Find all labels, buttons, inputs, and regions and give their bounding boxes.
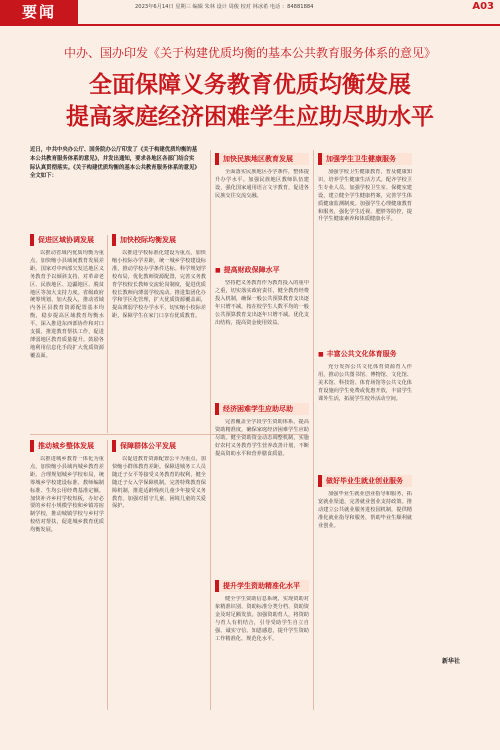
- section-title-regional: 促进区域协调发展: [30, 234, 104, 246]
- headline-kicker: 中办、国办印发《关于构建优质均衡的基本公共教育服务体系的意见》: [63, 46, 436, 60]
- section-body-regional: 以推动省域内优质均衡为重点，加快缩小县域间教育发展差距。国家对中西部欠发达地区义务教育予以倾斜支持，对革命老区、民族地区、边疆地区、脱贫地区等加大支持力度。省级政府统筹规划、加大投入，推动省域内各区县教育资源配置基本均衡，稳步提高区域教育均衡水平。深入推进东西部协作和对口支援，推进教育帮扶工作，促进薄弱地区教育质量提升。鼓励各地利用信息化手段扩大优质资源覆盖面。: [30, 250, 104, 359]
- section-body-urban-rural: 以推进城乡教育一体化为重点，加快缩小县域内城乡教育差距。合理规划城乡学校布局，统筹城乡学校建设标准、教师编制标准、生均公用经费基准定额。加快补齐乡村学校短板，办好必要的乡村小规模学校和乡镇寄宿制学校，推动城镇学校与乡村学校结对帮扶，促进城乡教育优质均衡发展。: [30, 456, 104, 534]
- section-body-ethnic-regions: 全面落实民族地区办学条件，整体提升办学水平。加强民族地区教师队伍建设，强化国家通用语言文字教育，促进各民族交往交流交融。: [215, 169, 309, 199]
- section-body-precision-aid: 健全学生资助信息系统，实现资助对象精准识别、资助标准分类分档、资助资金及时足额发放。加强资助育人，将资助与育人有机结合，引导受助学生自立自强、诚实守信、知恩感恩，提升学生资助工作精准化、规范化水平。: [215, 596, 309, 642]
- section-body-aid: 完善覆盖全学段学生资助体系，提高资助精准度，确保家庭经济困难学生应助尽助。健全资助资金动态调整机制，实施好农村义务教育学生营养改善计划，不断提高资助水平和营养膳食质量。: [215, 419, 309, 457]
- column-divider: [107, 440, 108, 710]
- headline-title-line-1: 全面保障义务教育优质均衡发展: [89, 72, 411, 98]
- section-title-aid: 经济困难学生应助尽助: [215, 403, 309, 415]
- section-title-group-fairness: 保障群体公平发展: [112, 440, 206, 452]
- column-divider: [210, 150, 211, 710]
- section-body-culture-sports: 充分发挥公共文化体育资源育人作用，推动公共图书馆、博物馆、文化馆、美术馆、科技馆、体育场馆等公共文化体育设施向学生免费或优惠开放，丰富学生课外生活，拓展学生校外活动空间。: [318, 364, 412, 402]
- section-body-school-balance: 以推进学校标准化建设为重点，加快缩小校际办学差距，统一城乡学校建设标准，推动学校办学条件达标。科学规划学校布局，优化教师资源配置，完善义务教育学校校长教师交流轮岗制度，促进优质校长教师向薄弱学校流动。推进集团化办学和学区化管理，扩大优质资源覆盖面，提高薄弱学校办学水平，切实缩小校际差距，保障学生在家门口享有优质教育。: [112, 250, 206, 320]
- section-title-school-balance: 加快校际均衡发展: [112, 234, 206, 246]
- masthead-info: 2023年6月14日 星期三 编辑 朱林 设计 周俊 校对 林冰希 电话 ：84881884: [135, 4, 314, 10]
- section-title-fiscal: ■ 提高财政保障水平: [215, 264, 309, 276]
- section-body-group-fairness: 以促进教育资源配置公平为重点，加快缩小群体教育差距。保障进城务工人员随迁子女平等接受义务教育的权利，健全随迁子女入学保障机制。完善特殊教育保障机制，推进适龄残疾儿童少年接受义务教育。加强对留守儿童、困境儿童的关爱保护。: [112, 456, 206, 510]
- section-title-employment: 做好毕业生就业创业服务: [318, 475, 412, 487]
- section-body-health: 加强学校卫生健康教育，普及健康知识，培养学生健康生活方式。配齐学校卫生专业人员，加强学校卫生室、保健室建设，建立健全学生健康档案，完善学生体质健康监测制度。加强学生心理健康教育和服务，强化学生近视、肥胖等防控，提升学生健康素养和体质健康水平。: [318, 169, 412, 223]
- top-rule: [0, 24, 500, 26]
- section-title-culture-sports: ■ 丰富公共文化体育服务: [318, 348, 412, 360]
- section-tag: 要闻: [0, 0, 78, 24]
- column-divider: [313, 150, 314, 710]
- section-body-employment: 加强毕业生就业创业指导和服务，拓宽就业渠道，完善就业创业支持政策。推动建立公共就业服务进校园机制，提供精准化就业指导和服务，帮助毕业生顺利就业创业。: [318, 491, 412, 529]
- news-agency-credit: 新华社: [442, 658, 461, 665]
- section-title-urban-rural: 推动城乡整体发展: [30, 440, 104, 452]
- page-number: A03: [472, 1, 494, 12]
- column-divider: [107, 235, 108, 433]
- headline-title-line-2: 提高家庭经济困难学生应助尽助水平: [66, 104, 434, 130]
- lead-paragraph: 近日，中共中央办公厅、国务院办公厅印发了《关于构建优质均衡的基本公共教育服务体系的意见》，并发出通知，要求各地区各部门结合实际认真贯彻落实。《关于构建优质均衡的基本公共教育服务体系的意见》全文如下：: [30, 147, 198, 180]
- section-title-ethnic-regions: 加快民族地区教育发展: [215, 153, 309, 165]
- section-title-health: 加强学生卫生健康服务: [318, 153, 412, 165]
- section-body-fiscal: 坚持把义务教育作为教育投入的重中之重，切实落实政府责任，健全教育经费投入机制，确保一般公共预算教育支出逐年只增不减，按在校学生人数平均的一般公共预算教育支出逐年只增不减。优化支出结构，提高资金使用效益。: [215, 280, 309, 326]
- section-title-precision-aid: 提升学生资助精准化水平: [215, 580, 309, 592]
